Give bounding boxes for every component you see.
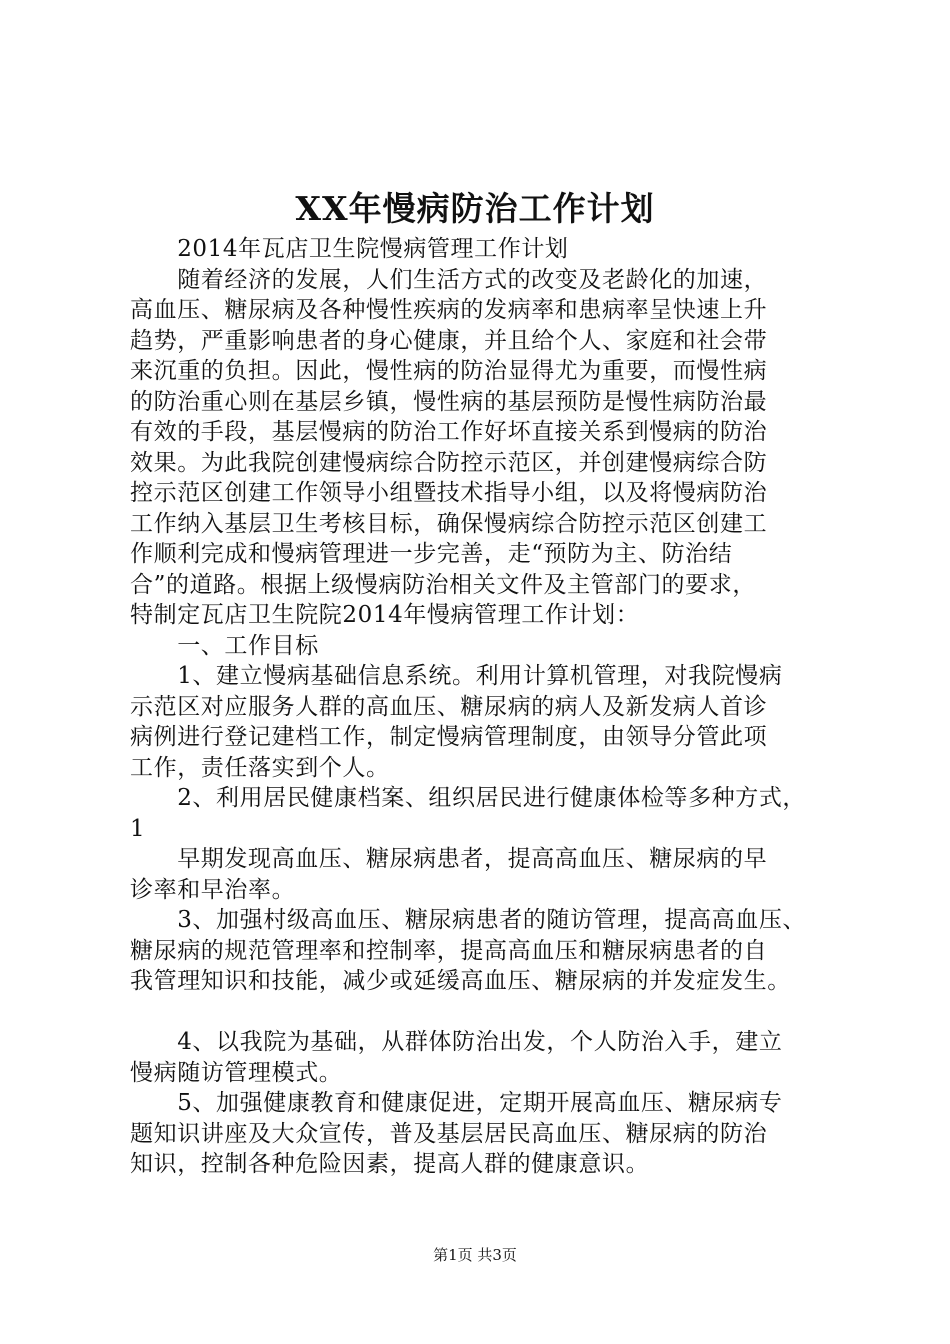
body-line: 随着经济的发展，人们生活方式的改变及老龄化的加速， [130,266,768,293]
body-line: 1、建立慢病基础信息系统。利用计算机管理，对我院慢病 [130,663,783,689]
document-body [130,234,850,1180]
section-heading: 一、工作目标 [130,632,319,659]
body-line: 特制定瓦店卫生院院2014年慢病管理工作计划： [130,602,640,628]
body-line: 来沉重的负担。因此，慢性病的防治显得尤为重要，而慢性病 [130,358,768,384]
body-line: 2014年瓦店卫生院慢病管理工作计划 [130,236,569,262]
body-line: 合”的道路。根据上级慢病防治相关文件及主管部门的要求， [130,571,756,598]
body-line: 4、以我院为基础，从群体防治出发，个人防治入手，建立 [130,1029,783,1055]
document-title: XX年慢病防治工作计划 [295,189,655,228]
body-line: 病例进行登记建档工作，制定慢病管理制度，由领导分管此项 [130,724,768,750]
body-line: 我管理知识和技能，减少或延缓高血压、糖尿病的并发症发生。 [130,968,791,994]
blank-line [130,997,850,1028]
body-line: 工作，责任落实到个人。 [130,754,390,781]
body-line: 工作纳入基层卫生考核目标，确保慢病综合防控示范区创建工 [130,510,768,537]
body-line: 示范区对应服务人群的高血压、糖尿病的病人及新发病人首诊 [130,693,768,720]
body-line: 高血压、糖尿病及各种慢性疾病的发病率和患病率呈快速上升 [130,297,768,323]
body-line: 知识，控制各种危险因素，提高人群的健康意识。 [130,1151,650,1177]
body-line: 5、加强健康教育和健康促进，定期开展高血压、糖尿病专 [130,1090,783,1116]
body-line: 题知识讲座及大众宣传，普及基层居民高血压、糖尿病的防治 [130,1120,768,1147]
body-line: 早期发现高血压、糖尿病患者，提高高血压、糖尿病的早 [130,846,768,872]
body-line: 诊率和早治率。 [130,876,296,903]
page-number: 第1页 共3页 [433,1246,517,1264]
body-line: 慢病随访管理模式。 [130,1059,343,1086]
body-line: 糖尿病的规范管理率和控制率，提高高血压和糖尿病患者的自 [130,937,768,964]
body-line: 效果。为此我院创建慢病综合防控示范区，并创建慢病综合防 [130,449,768,476]
body-line: 趋势，严重影响患者的身心健康，并且给个人、家庭和社会带 [130,327,768,354]
body-line: 1 [130,815,146,842]
body-line: 有效的手段，基层慢病的防治工作好坏直接关系到慢病的防治 [130,419,768,445]
body-line: 控示范区创建工作领导小组暨技术指导小组，以及将慢病防治 [130,480,768,506]
body-line: 3、加强村级高血压、糖尿病患者的随访管理，提高高血压、 [130,907,807,933]
body-line: 作顺利完成和慢病管理进一步完善，走“预防为主、防治结 [130,541,733,567]
body-line: 的防治重心则在基层乡镇，慢性病的基层预防是慢性病防治最 [130,388,768,415]
body-line: 2、利用居民健康档案、组织居民进行健康体检等多种方式， [130,785,807,811]
